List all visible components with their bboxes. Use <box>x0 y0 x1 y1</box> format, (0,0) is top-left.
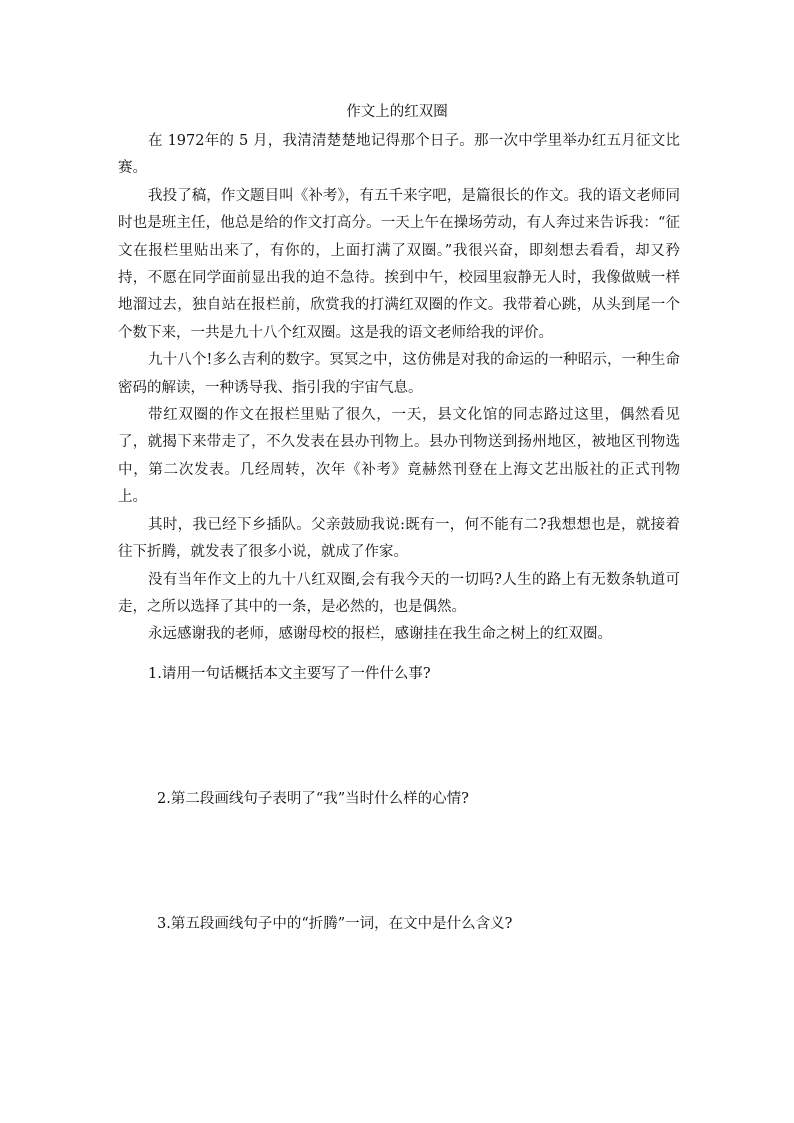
paragraph-2: 我投了稿，作文题目叫《补考》，有五千来字吧，是篇很长的作文。我的语文老师同时也是班主任，他总是给的作文打高分。一天上午在操场劳动，有人奔过来告诉我：“征文在报栏里贴出来了，有你的，上面打满了双圈。”我很兴奋，即刻想去看看，却又矜持，不愿在同学面前显出我的迫不急待。挨到中午，校园里寂静无人时，我像做贼一样地溜过去，独自站在报栏前，欣赏我的打满红双圈的作文。我带着心跳，从头到尾一个个数下来，一共是九十八个红双圈。这是我的语文老师给我的评价。 <box>118 187 680 341</box>
paragraph-6: 没有当年作文上的九十八红双圈,会有我今天的一切吗?人生的路上有无数条轨道可走，之所以选择了其中的一条，是必然的，也是偶然。 <box>118 571 680 615</box>
paragraph-1: 在 1972年的 5 月，我清清楚楚地记得那个日子。那一次中学里举办红五月征文比赛。 <box>118 133 680 177</box>
question-2: 2.第二段画线句子表明了“我”当时什么样的心情? <box>157 791 469 807</box>
paragraph-5: 其时，我已经下乡插队。父亲鼓励我说:既有一，何不能有二?我想想也是，就接着往下折腾，就发表了很多小说，就成了作家。 <box>118 516 680 561</box>
question-3: 3.第五段画线句子中的“折腾”一词，在文中是什么含义? <box>157 916 513 932</box>
question-1: 1.请用一句话概括本文主要写了一件什么事? <box>148 666 431 682</box>
article-body <box>118 128 680 649</box>
document-title: 作文上的红双圈 <box>346 104 448 120</box>
paragraph-4: 带红双圈的作文在报栏里贴了很久，一天，县文化馆的同志路过这里，偶然看见了，就揭下来带走了，不久发表在县办刊物上。县办刊物送到扬州地区，被地区刊物选中，第二次发表。几经周转，次年《补考》竟赫然刊登在上海文艺出版社的正式刊物上。 <box>118 407 680 506</box>
paragraph-7: 永远感谢我的老师，感谢母校的报栏，感谢挂在我生命之树上的红双圈。 <box>148 626 612 643</box>
paragraph-3: 九十八个!多么吉利的数字。冥冥之中，这仿佛是对我的命运的一种昭示，一种生命密码的解读，一种诱导我、指引我的宇宙气息。 <box>118 352 680 396</box>
